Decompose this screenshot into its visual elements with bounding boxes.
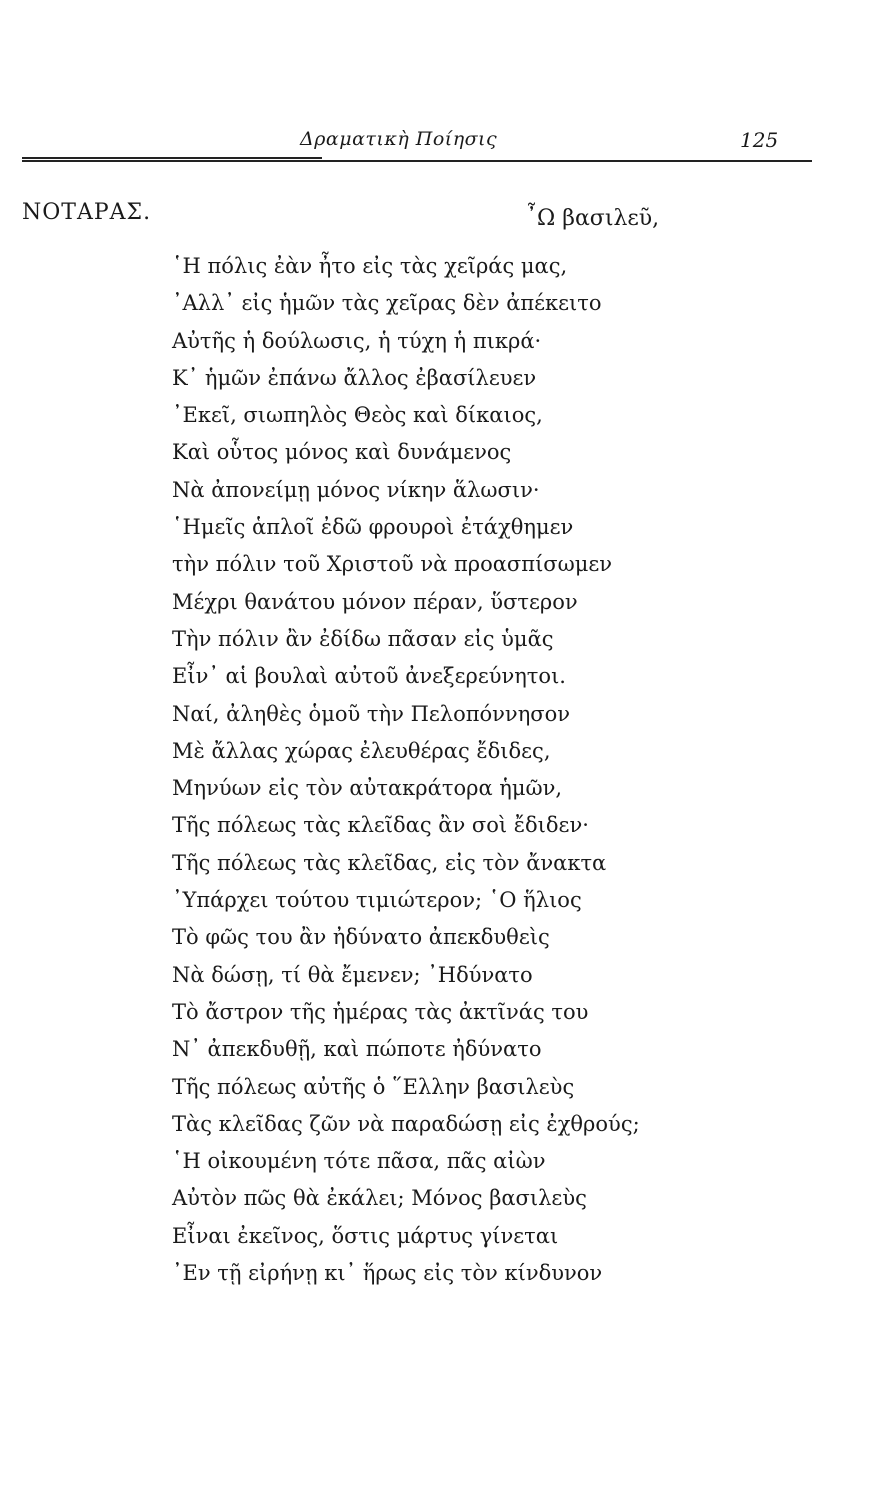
verse-line: ᾿Αλλ᾿ εἰς ἡμῶν τὰς χεῖρας δὲν ἀπέκειτο	[172, 291, 602, 316]
verse-line: Τὸ ἄστρον τῆς ἡμέρας τὰς ἀκτῖνάς του	[172, 999, 589, 1024]
verse-line: ᾿Υπάρχει τούτου τιμιώτερον; ῾Ο ἥλιος	[172, 888, 582, 913]
running-head: Δραματικὴ Ποίησις	[300, 128, 498, 150]
verse-line: Αὐτῆς ἡ δούλωσις, ἡ τύχη ἡ πικρά·	[172, 328, 542, 353]
verse-line: Τὸ φῶς του ἂν ἠδύνατο ἀπεκδυθεὶς	[172, 925, 550, 950]
verse-line: ῾Ημεῖς ἁπλοῖ ἐδῶ φρουροὶ ἐτάχθημεν	[172, 515, 574, 540]
verse-line: ᾿Εκεῖ, σιωπηλὸς Θεὸς καὶ δίκαιος,	[172, 403, 543, 428]
verse-line: Τῆς πόλεως αὐτῆς ὁ ῞Ελλην βασιλεὺς	[172, 1074, 575, 1099]
verse-line: Νὰ δώσῃ, τί θὰ ἔμενεν; ᾿Ηδύνατο	[172, 962, 533, 987]
verse-line: Αὐτὸν πῶς θὰ ἐκάλει; Μόνος βασιλεὺς	[172, 1186, 587, 1211]
verse-line: ῾Η πόλις ἐὰν ἦτο εἰς τὰς χεῖράς μας,	[172, 254, 568, 278]
speaker-name: ΝΟΤΑΡΑΣ.	[22, 200, 152, 225]
verse-line: Μηνύων εἰς τὸν αὐτακράτορα ἡμῶν,	[172, 776, 563, 801]
verse-line: Τὰς κλεῖδας ζῶν νὰ παραδώσῃ εἰς ἐχθρούς;	[172, 1111, 640, 1136]
verse-first-line: ῏Ω βασιλεῦ,	[526, 206, 660, 231]
verse-line: τὴν πόλιν τοῦ Χριστοῦ νὰ προασπίσωμεν	[172, 552, 613, 577]
header-rule	[22, 160, 812, 162]
verse-line: Μέχρι θανάτου μόνον πέραν, ὕστερον	[172, 589, 578, 614]
header-rule-accent	[22, 157, 322, 159]
verse-line: ᾿Εν τῇ εἰρήνῃ κι᾿ ἥρως εἰς τὸν κίνδυνον	[172, 1261, 603, 1286]
verse-line: ῾Η οἰκουμένη τότε πᾶσα, πᾶς αἰὼν	[172, 1149, 546, 1174]
verse-line: Κ᾿ ἡμῶν ἐπάνω ἄλλος ἐβασίλευεν	[172, 365, 537, 390]
verse-line: Τὴν πόλιν ἂν ἐδίδω πᾶσαν εἰς ὑμᾶς	[172, 626, 554, 651]
verse-line: Μὲ ἄλλας χώρας ἐλευθέρας ἔδιδες,	[172, 738, 551, 763]
verse-line: Εἶν᾿ αἱ βουλαὶ αὐτοῦ ἀνεξερεύνητοι.	[172, 664, 566, 689]
verse-line: Τῆς πόλεως τὰς κλεῖδας, εἰς τὸν ἄνακτα	[172, 850, 607, 875]
page-number: 125	[740, 128, 779, 152]
verse-line: Νὰ ἀπονείμῃ μόνος νίκην ἅλωσιν·	[172, 477, 540, 502]
verse-lines	[172, 248, 640, 1292]
verse-line: Εἶναι ἐκεῖνος, ὅστις μάρτυς γίνεται	[172, 1223, 559, 1248]
verse-line: Ν᾿ ἀπεκδυθῇ, καὶ πώποτε ἠδύνατο	[172, 1037, 542, 1062]
verse-line: Καὶ οὗτος μόνος καὶ δυνάμενος	[172, 440, 512, 465]
verse-line: Ναί, ἀληθὲς ὁμοῦ τὴν Πελοπόννησον	[172, 701, 571, 726]
verse-line: Τῆς πόλεως τὰς κλεῖδας ἂν σοὶ ἔδιδεν·	[172, 813, 589, 838]
